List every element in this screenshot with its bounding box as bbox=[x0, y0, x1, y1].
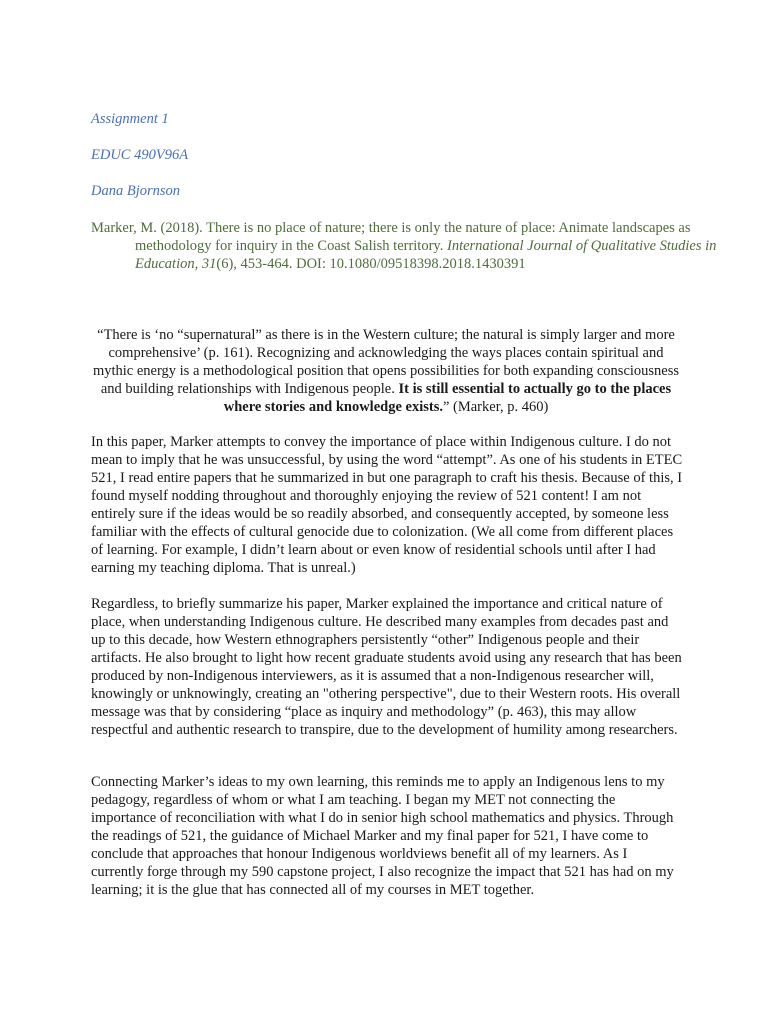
body-paragraph-3: Connecting Marker’s ideas to my own learning, this reminds me to apply an Indigenous lens to my pedagogy, regardless of whom or what I am teaching. I began my MET not connecting the importance of reconciliation with what I do in senior high school mathematics and physics. Through the readings of 521, the guidance of Michael Marker and my final paper for 521, I have come to conclude that approaches that honour Indigenous worldviews benefit all of my learners. As I currently forge through my 590 capstone project, I also recognize the impact that 521 has had on my learning; it is the glue that has connected all of my courses in MET together. bbox=[91, 774, 674, 898]
quote-source: ” (Marker, p. 460) bbox=[442, 399, 549, 415]
reference-citation bbox=[91, 219, 755, 273]
citation-text: Marker, M. (2018). There is no place of nature; there is only the nature of place: Animate landscapes as methodology for inquiry in the Coast Salish territory. bbox=[91, 220, 691, 254]
body-paragraph-2: Regardless, to briefly summarize his paper, Marker explained the importance and critical nature of place, when understanding Indigenous culture. He described many examples from decades past and up to this decade, how Western ethnographers persistently “other” Indigenous people and their artifacts. He also brought to light how recent graduate students avoid using any research that has been produced by non-Indigenous interviewers, as it is assumed that a non-Indigenous researcher will, knowingly or unknowingly, creating an "othering perspective", due to their Western roots. His overall message was that by considering “place as inquiry and methodology” (p. 463), this may allow respectful and authentic research to transpire, due to the development of humility among researchers. bbox=[91, 596, 682, 738]
citation-journal: International Journal of Qualitative Studies in Education, 31 bbox=[135, 238, 717, 272]
author-name: Dana Bjornson bbox=[91, 183, 181, 199]
quote-bold-text: It is still essential to actually go to the places where stories and knowledge exists. bbox=[223, 381, 672, 415]
citation-issue-pages: (6), 453-464. DOI: 10.1080/09518398.2018.1430391 bbox=[216, 256, 526, 272]
course-code: EDUC 490V96A bbox=[91, 147, 189, 163]
opening-quote bbox=[91, 326, 681, 416]
quote-text: “There is ‘no “supernatural” as there is in the Western culture; the natural is simply larger and more comprehensive’ (p. 161). Recognizing and acknowledging the ways places contain spiritual and mythic energy is a methodological position that opens possibilities for both expanding consciousness and building relationships with Indigenous people. bbox=[92, 327, 680, 397]
body-paragraph-1: In this paper, Marker attempts to convey the importance of place within Indigenous culture. I do not mean to imply that he was unsuccessful, by using the word “attempt”. As one of his students in ETEC 521, I read entire papers that he summarized in but one paragraph to craft his thesis. Because of this, I found myself nodding throughout and thoroughly enjoying the review of 521 content! I am not entirely sure if the ideas would be so readily absorbed, and consequently accepted, by someone less familiar with the effects of cultural genocide due to colonization. (We all come from different places of learning. For example, I didn’t learn about or even know of residential schools until after I had earning my teaching diploma. That is unreal.) bbox=[91, 434, 683, 576]
assignment-title: Assignment 1 bbox=[91, 111, 169, 127]
